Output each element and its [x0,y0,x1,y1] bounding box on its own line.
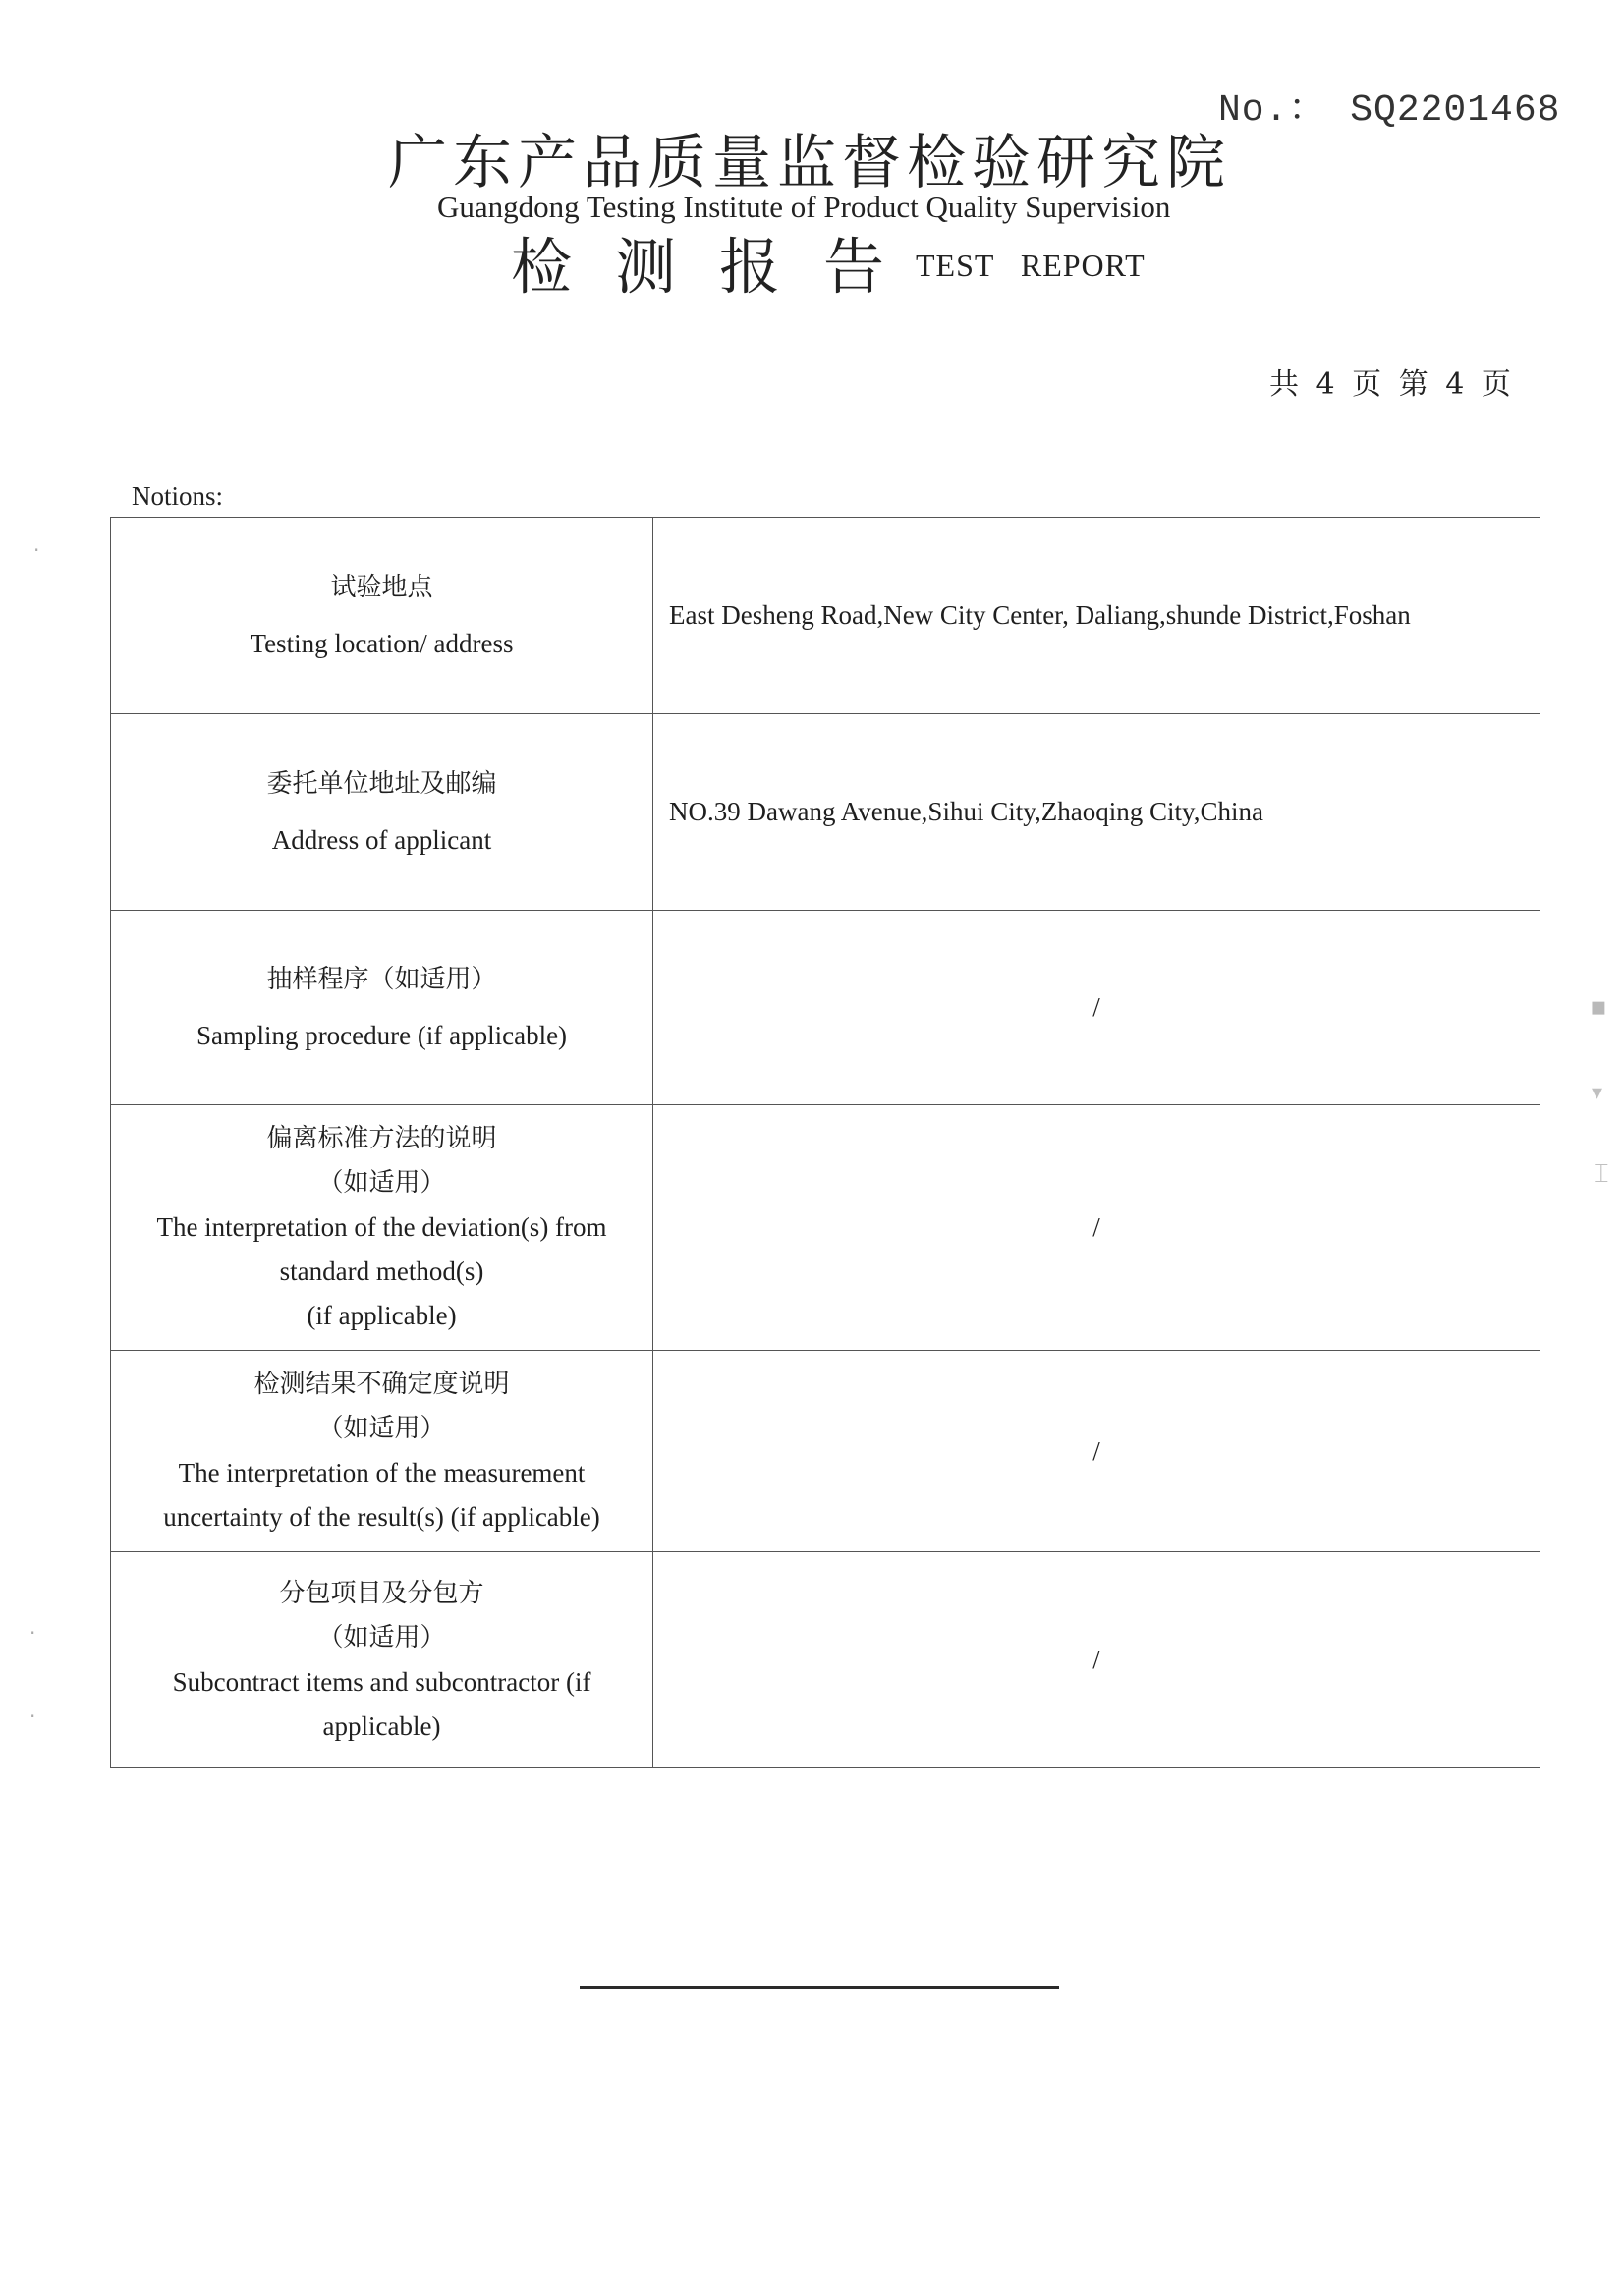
row-label-en-note: (if applicable) [307,1301,457,1330]
report-number: No.： SQ2201468 [1218,89,1561,132]
row-label-en: Testing location/ address [250,628,514,658]
row-label [111,518,653,714]
institute-name-en: Guangdong Testing Institute of Product Quality Supervision [437,190,1171,224]
table-row [111,1351,1540,1552]
table-row [111,714,1540,911]
row-value: / [653,1552,1540,1768]
table-row [111,911,1540,1105]
row-label-cn: 检测结果不确定度说明 [253,1370,510,1399]
row-label-cn: 委托单位地址及邮编 [266,768,497,799]
scan-speck: · [29,1705,36,1728]
row-label-cn: 分包项目及分包方 [279,1578,484,1608]
row-label [111,1552,653,1768]
report-title-en: TEST REPORT [916,248,1146,283]
row-value: / [653,1351,1540,1552]
notions-table [110,517,1540,1768]
row-value: / [653,1105,1540,1351]
row-label-en: Subcontract items and subcontractor (if applicable) [172,1666,591,1741]
scan-speck: · [33,538,40,562]
row-label [111,911,653,1105]
row-label-en: Sampling procedure (if applicable) [196,1020,568,1050]
table-row [111,1552,1540,1768]
seal-fragment: ▪ [1590,992,1607,1022]
seal-fragment: ⌶ [1594,1159,1609,1189]
seal-fragment: ▾ [1592,1081,1603,1105]
row-label-cn-note: （如适用） [317,1168,446,1198]
row-label-en: The interpretation of the measurement uncertainty of the result(s) (if applicable) [163,1458,600,1532]
report-title-cn: 检测报告 [511,231,928,303]
row-value: NO.39 Dawang Avenue,Sihui City,Zhaoqing City,China [653,714,1540,911]
row-value: / [653,911,1540,1105]
row-label-cn: 偏离标准方法的说明 [266,1124,497,1153]
notions-label: Notions: [132,481,224,511]
row-label [111,1105,653,1351]
row-label-cn-note: （如适用） [317,1414,446,1443]
scan-speck: · [29,1621,36,1645]
table-row [111,518,1540,714]
row-label-en: Address of applicant [271,824,492,855]
end-of-report-line [580,1986,1059,1989]
table-row [111,1105,1540,1351]
row-label-cn: 试验地点 [330,572,433,602]
row-label-en: The interpretation of the deviation(s) from standard method(s) [156,1212,607,1286]
row-label [111,1351,653,1552]
page-count: 共 4 页 第 4 页 [1269,367,1511,402]
institute-name-cn: 广东产品质量监督检验研究院 [388,129,1231,197]
row-label-cn-note: （如适用） [317,1622,446,1652]
row-value: East Desheng Road,New City Center, Daliang,shunde District,Foshan [653,518,1540,714]
row-label-cn: 抽样程序（如适用） [266,964,497,994]
row-label [111,714,653,911]
